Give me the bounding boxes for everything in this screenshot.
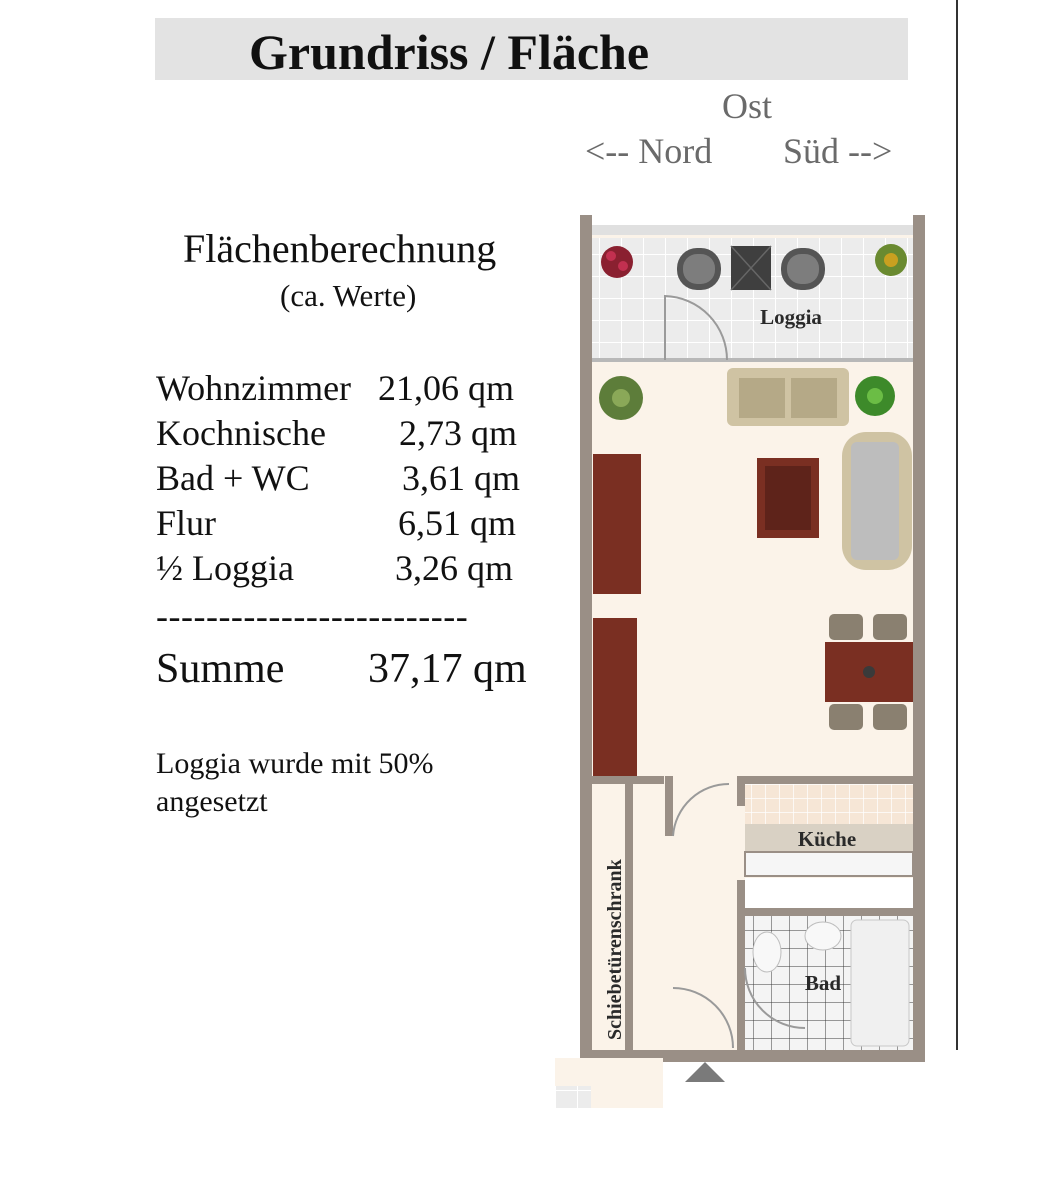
cabinet <box>593 618 637 776</box>
calculation-title: Flächenberechnung <box>183 226 497 271</box>
room-label-loggia: Loggia <box>760 305 822 329</box>
area-label: Flur <box>156 503 217 543</box>
area-value: 3,61 qm <box>402 458 521 498</box>
area-label: ½ Loggia <box>156 548 294 588</box>
compass-south-label: Süd --> <box>783 131 893 171</box>
area-label: Bad + WC <box>156 458 310 498</box>
loggia-note: Loggia wurde mit 50% angesetzt <box>156 747 434 818</box>
page-title: Grundriss / Fläche <box>249 24 650 80</box>
sum-value: 37,17 qm <box>368 646 527 692</box>
page-divider <box>956 0 958 1050</box>
compass-east-label: Ost <box>722 86 773 126</box>
wall-west <box>580 215 592 1060</box>
dining-chair <box>829 704 863 730</box>
sum-separator: ------------------------- <box>156 596 469 636</box>
floorplan <box>555 210 935 1110</box>
compass-north-label: <-- Nord <box>585 131 713 171</box>
kitchen-tiles <box>745 784 913 824</box>
bathtub <box>851 920 909 1046</box>
sideboard <box>593 454 641 594</box>
sink-icon <box>805 922 841 950</box>
area-value: 2,73 qm <box>399 413 518 453</box>
area-value: 21,06 qm <box>378 368 515 408</box>
room-label-kitchen: Küche <box>797 827 857 851</box>
entrance-arrow-icon <box>685 1062 725 1082</box>
wardrobe-wall <box>625 784 633 1060</box>
room-label-bathroom: Bad <box>804 971 842 995</box>
floorplan-svg <box>555 210 935 1110</box>
area-value: 3,26 qm <box>395 548 514 588</box>
wall-east <box>913 215 925 1060</box>
sum-label: Summe <box>156 646 285 692</box>
area-label: Kochnische <box>156 413 326 453</box>
dining-chair <box>873 614 907 640</box>
dining-chair <box>873 704 907 730</box>
calculation-subtitle: (ca. Werte) <box>280 278 417 313</box>
area-sum-row <box>156 645 527 693</box>
room-label-wardrobe: Schiebetürenschrank <box>604 859 626 1040</box>
area-label: Wohnzimmer <box>156 368 352 408</box>
flower-plant-icon <box>601 246 633 278</box>
toilet-icon <box>753 932 781 972</box>
area-value: 6,51 qm <box>398 503 517 543</box>
dining-chair <box>829 614 863 640</box>
title-bar <box>155 18 908 80</box>
